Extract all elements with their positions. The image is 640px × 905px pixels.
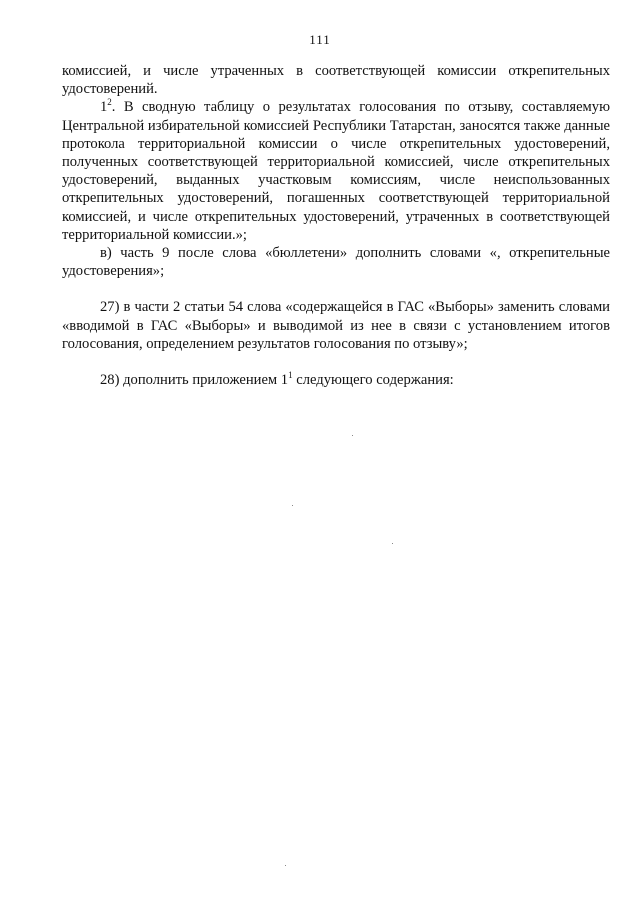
scan-speck bbox=[285, 865, 286, 866]
paragraph-prefix: 28) дополнить приложением 1 bbox=[100, 372, 289, 389]
paragraph-spacer bbox=[62, 353, 610, 371]
scan-speck bbox=[392, 543, 393, 544]
paragraph-text: в) часть 9 после слова «бюллетени» дополнить словами «, открепительные удостоверения»; bbox=[62, 245, 610, 280]
paragraph-text: следующего содержания: bbox=[292, 372, 454, 389]
paragraph-continuation bbox=[62, 62, 610, 98]
paragraph-item-28 bbox=[62, 371, 610, 389]
document-body bbox=[62, 62, 610, 389]
scan-speck bbox=[352, 435, 353, 436]
scan-speck bbox=[292, 505, 293, 506]
paragraph-text: комиссией, и числе утраченных в соответствующей комиссии открепительных удостоверений. bbox=[62, 63, 610, 98]
paragraph-item-27 bbox=[62, 298, 610, 353]
page-number: 111 bbox=[309, 32, 331, 47]
paragraph-clause-1-2 bbox=[62, 98, 610, 244]
clause-superscript: 2 bbox=[107, 97, 112, 108]
paragraph-spacer bbox=[62, 280, 610, 298]
paragraph-text: . В сводную таблицу о результатах голосования по отзыву, составляемую Центральной избирательной комиссией Республики Татарстан, заносятся также данные протокола территориальной комиссии о числе открепительных удостоверений, полученных соответствующей территориальной комиссией, числе открепительных удостоверений, выданных участковым комиссиям, числе неиспользованных открепительных удостоверений, погашенных соответствующей территориальной комиссией, и числе открепительных удостоверений, утраченных в соответствующей территориальной комиссии.»; bbox=[62, 99, 610, 243]
clause-number: 1 bbox=[100, 99, 108, 116]
paragraph-text: 27) в части 2 статьи 54 слова «содержащейся в ГАС «Выборы» заменить словами «вводимой в ГАС «Выборы» и выводимой из нее в связи с установлением итогов голосования, определением результатов голосования по отзыву»; bbox=[62, 299, 610, 352]
paragraph-clause-v bbox=[62, 244, 610, 280]
appendix-superscript: 1 bbox=[288, 370, 293, 381]
